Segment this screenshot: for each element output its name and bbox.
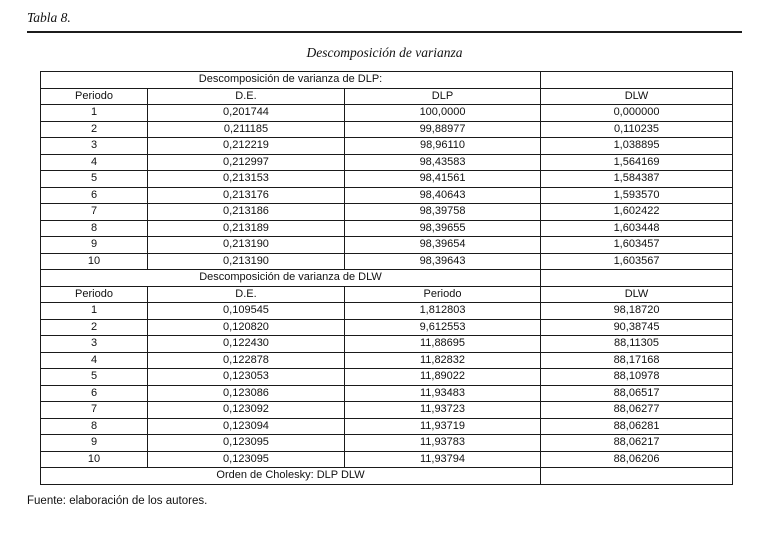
table-cell: 9: [41, 435, 148, 452]
table-cell: 0,123095: [148, 435, 345, 452]
empty-cell: [541, 270, 733, 287]
table-label: Tabla 8.: [27, 10, 71, 25]
table-row: [41, 451, 733, 468]
table-cell: 3: [41, 336, 148, 353]
table-row: [41, 187, 733, 204]
table-row: [41, 204, 733, 221]
table-cell: 0,109545: [148, 303, 345, 320]
section1-columns-row: [41, 88, 733, 105]
table-row: [41, 105, 733, 122]
table-cell: 1,584387: [541, 171, 733, 188]
column-header-dlw: DLW: [541, 88, 733, 105]
table-cell: 88,17168: [541, 352, 733, 369]
column-header-de: D.E.: [148, 286, 345, 303]
table-cell: 0,212997: [148, 154, 345, 171]
section1-header-row: [41, 72, 733, 89]
table-cell: 98,96110: [345, 138, 541, 155]
table-row: [41, 385, 733, 402]
table-cell: 0,123095: [148, 451, 345, 468]
table-cell: 88,06517: [541, 385, 733, 402]
table-cell: 8: [41, 220, 148, 237]
column-header-periodo: Periodo: [41, 88, 148, 105]
table-cell: 88,06217: [541, 435, 733, 452]
table-row: [41, 253, 733, 270]
table-row: [41, 402, 733, 419]
cholesky-footer-row: [41, 468, 733, 485]
table-cell: 5: [41, 171, 148, 188]
table-cell: 11,93483: [345, 385, 541, 402]
table-cell: 1,593570: [541, 187, 733, 204]
table-cell: 98,39643: [345, 253, 541, 270]
table-cell: 0,213153: [148, 171, 345, 188]
table-cell: 1,812803: [345, 303, 541, 320]
table-cell: 1,603448: [541, 220, 733, 237]
table-cell: 0,123092: [148, 402, 345, 419]
table-cell: 0,120820: [148, 319, 345, 336]
table-cell: 6: [41, 385, 148, 402]
empty-cell: [541, 72, 733, 89]
section2-body: [41, 303, 733, 468]
table-cell: 0,110235: [541, 121, 733, 138]
table-cell: 11,93723: [345, 402, 541, 419]
table-cell: 11,82832: [345, 352, 541, 369]
table-row: [41, 237, 733, 254]
table-cell: 11,93783: [345, 435, 541, 452]
variance-table: [40, 71, 733, 485]
table-cell: 0,213190: [148, 237, 345, 254]
table-cell: 0,212219: [148, 138, 345, 155]
table-row: [41, 369, 733, 386]
table-cell: 0,123094: [148, 418, 345, 435]
table-cell: 90,38745: [541, 319, 733, 336]
empty-cell: [541, 468, 733, 485]
table-cell: 98,40643: [345, 187, 541, 204]
table-row: [41, 319, 733, 336]
table-cell: 11,93794: [345, 451, 541, 468]
table-cell: 0,213190: [148, 253, 345, 270]
table-cell: 1: [41, 105, 148, 122]
table-cell: 98,39654: [345, 237, 541, 254]
section2-header-row: [41, 270, 733, 287]
table-cell: 88,06281: [541, 418, 733, 435]
table-cell: 5: [41, 369, 148, 386]
table-cell: 0,213176: [148, 187, 345, 204]
table-row: [41, 171, 733, 188]
table-cell: 100,0000: [345, 105, 541, 122]
table-cell: 11,89022: [345, 369, 541, 386]
table-cell: 88,06206: [541, 451, 733, 468]
table-cell: 10: [41, 253, 148, 270]
table-cell: 1,038895: [541, 138, 733, 155]
section1-body: [41, 105, 733, 270]
table-cell: 10: [41, 451, 148, 468]
table-cell: 0,211185: [148, 121, 345, 138]
section2-columns-row: [41, 286, 733, 303]
column-header-periodo2: Periodo: [345, 286, 541, 303]
table-cell: 7: [41, 402, 148, 419]
table-cell: 2: [41, 121, 148, 138]
table-cell: 0,000000: [541, 105, 733, 122]
section1-header: Descomposición de varianza de DLP:: [41, 72, 541, 89]
table-cell: 9: [41, 237, 148, 254]
table-cell: 11,88695: [345, 336, 541, 353]
table-cell: 2: [41, 319, 148, 336]
table-cell: 3: [41, 138, 148, 155]
table-cell: 4: [41, 352, 148, 369]
table-cell: 1,564169: [541, 154, 733, 171]
table-cell: 11,93719: [345, 418, 541, 435]
table-cell: 98,39758: [345, 204, 541, 221]
table-cell: 88,10978: [541, 369, 733, 386]
column-header-dlw: DLW: [541, 286, 733, 303]
table-row: [41, 336, 733, 353]
table-row: [41, 154, 733, 171]
table-cell: 1: [41, 303, 148, 320]
column-header-periodo: Periodo: [41, 286, 148, 303]
table-cell: 0,213186: [148, 204, 345, 221]
column-header-de: D.E.: [148, 88, 345, 105]
table-cell: 88,06277: [541, 402, 733, 419]
table-cell: 1,603567: [541, 253, 733, 270]
table-row: [41, 121, 733, 138]
table-cell: 0,123086: [148, 385, 345, 402]
table-cell: 6: [41, 187, 148, 204]
table-cell: 0,122878: [148, 352, 345, 369]
table-cell: 4: [41, 154, 148, 171]
table-cell: 1,603457: [541, 237, 733, 254]
table-row: [41, 220, 733, 237]
table-cell: 0,122430: [148, 336, 345, 353]
table-row: [41, 352, 733, 369]
table-cell: 0,123053: [148, 369, 345, 386]
table-cell: 8: [41, 418, 148, 435]
page-title: Descomposición de varianza: [306, 45, 463, 60]
table-cell: 9,612553: [345, 319, 541, 336]
table-cell: 0,213189: [148, 220, 345, 237]
table-row: [41, 418, 733, 435]
table-cell: 0,201744: [148, 105, 345, 122]
table-cell: 98,43583: [345, 154, 541, 171]
section2-header: Descomposición de varianza de DLW: [41, 270, 541, 287]
cholesky-footer: Orden de Cholesky: DLP DLW: [41, 468, 541, 485]
table-row: [41, 435, 733, 452]
table-cell: 98,39655: [345, 220, 541, 237]
table-row: [41, 303, 733, 320]
divider: [27, 31, 742, 33]
table-cell: 99,88977: [345, 121, 541, 138]
table-row: [41, 138, 733, 155]
table-cell: 98,41561: [345, 171, 541, 188]
table-cell: 1,602422: [541, 204, 733, 221]
source-note: Fuente: elaboración de los autores.: [27, 494, 208, 507]
table-cell: 88,11305: [541, 336, 733, 353]
column-header-dlp: DLP: [345, 88, 541, 105]
table-cell: 7: [41, 204, 148, 221]
table-cell: 98,18720: [541, 303, 733, 320]
